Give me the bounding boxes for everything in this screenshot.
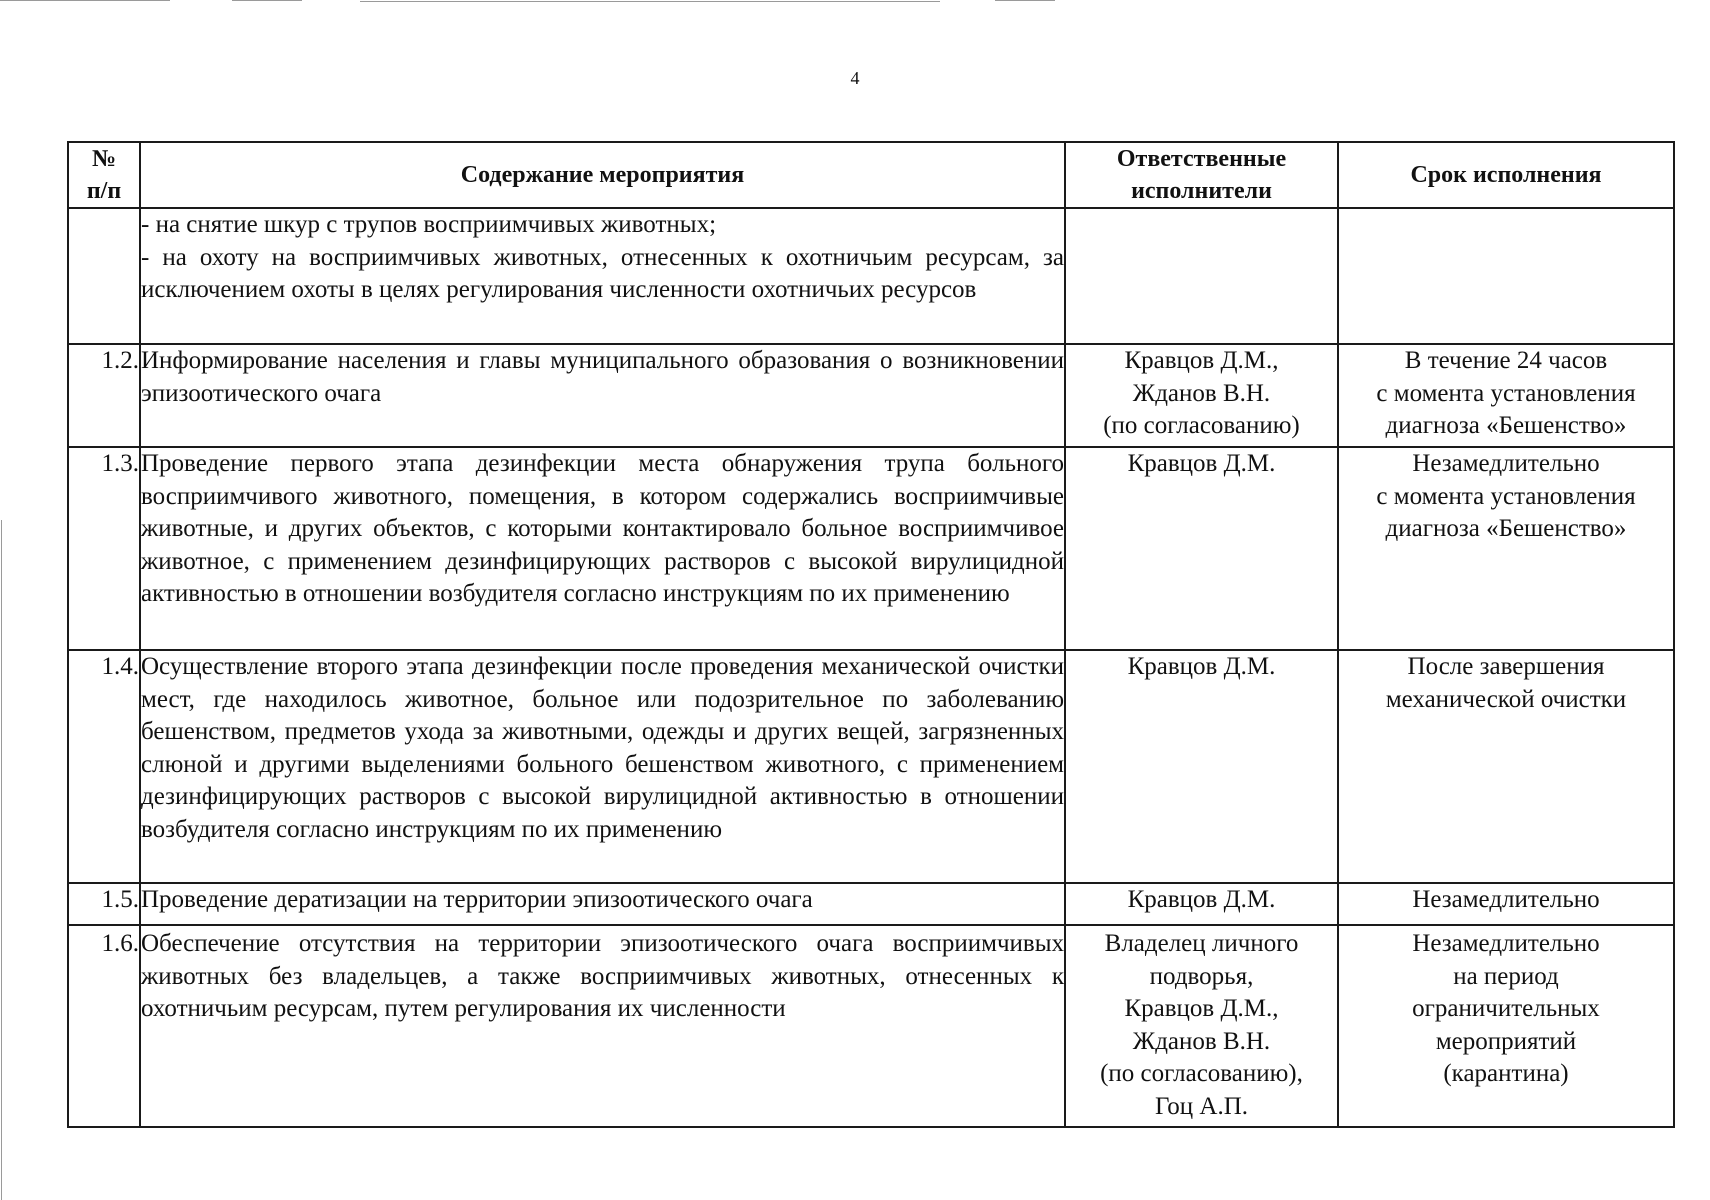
row-responsible [1065, 344, 1338, 447]
deadline-text: мероприятий [1435, 1027, 1577, 1055]
content-text: Проведение первого этапа дезинфекции места обнаружения трупа больного восприимчивого животного, помещения, в котором содержались восприимчивые животные, и других объектов, с которыми контактировало больное восприимчивое животное, с применением дезинфицирующих растворов с высокой вирулицидной активностью в отношении возбудителя согласно инструкциям по их применению [141, 450, 1064, 608]
row-responsible [1065, 447, 1338, 650]
row-content [140, 447, 1065, 650]
page-number: 4 [850, 68, 860, 88]
content-text: Осуществление второго этапа дезинфекции после проведения механической очистки мест, где находилось животное, больное или подозрительное по заболеванию бешенством, предметов ухода за животными, одежды и других вещей, загрязненных слюной и другими выделениями больного бешенством животного, с применением дезинфицирующих растворов с высокой вирулицидной активностью в отношении возбудителя согласно инструкциям по их применению [141, 653, 1064, 843]
row-content [140, 344, 1065, 447]
row-deadline [1338, 925, 1674, 1127]
row-responsible [1065, 650, 1338, 883]
deadline-text: на период [1453, 962, 1559, 990]
responsible-text: (по согласованию), [1100, 1060, 1303, 1088]
scan-edge-top-4 [995, 0, 1055, 1]
header-number: № п/п [68, 142, 140, 208]
responsible-text: Кравцов Д.М. [1127, 450, 1276, 477]
content-text: Обеспечение отсутствия на территории эпизоотического очага восприимчивых животных без владельцев, а также восприимчивых животных, отнесенных к охотничьим ресурсам, путем регулирования их численности [141, 930, 1064, 1023]
measures-table [67, 141, 1675, 1128]
deadline-text: После завершения [1407, 653, 1605, 680]
row-content [140, 208, 1065, 344]
deadline-text: ограничительных [1412, 995, 1600, 1023]
responsible-text: Владелец личного [1104, 930, 1299, 957]
header-content: Содержание мероприятия [140, 142, 1065, 208]
row-content [140, 925, 1065, 1127]
row-number: 1.5. [68, 883, 140, 925]
row-deadline [1338, 650, 1674, 883]
row-number: 1.6. [68, 925, 140, 1127]
row-deadline [1338, 344, 1674, 447]
row-content [140, 883, 1065, 925]
row-responsible [1065, 925, 1338, 1127]
table-row [68, 883, 1674, 925]
responsible-text: Кравцов Д.М., [1124, 995, 1279, 1023]
deadline-text: Незамедлительно [1412, 886, 1600, 913]
responsible-text: (по согласованию) [1103, 412, 1300, 440]
row-deadline [1338, 208, 1674, 344]
row-number: 1.3. [68, 447, 140, 650]
row-number: 1.4. [68, 650, 140, 883]
row-responsible [1065, 208, 1338, 344]
deadline-text: с момента установления [1376, 482, 1636, 510]
responsible-text: подворья, [1149, 962, 1254, 990]
deadline-text: Незамедлительно [1412, 930, 1600, 957]
table-row [68, 650, 1674, 883]
scan-edge-top-2 [232, 0, 302, 1]
deadline-text: диагноза «Бешенство» [1385, 515, 1627, 543]
header-deadline: Срок исполнения [1338, 142, 1674, 208]
deadline-text: механической очистки [1385, 685, 1627, 713]
table-row [68, 925, 1674, 1127]
deadline-text: Незамедлительно [1412, 450, 1600, 477]
deadline-text: диагноза «Бешенство» [1385, 412, 1627, 440]
content-text: Информирование населения и главы муниципального образования о возникновении эпизоотического очага [141, 347, 1064, 407]
content-text: - на снятие шкур с трупов восприимчивых животных; [141, 211, 717, 238]
row-number: 1.2. [68, 344, 140, 447]
row-number [68, 208, 140, 344]
row-deadline [1338, 447, 1674, 650]
deadline-text: с момента установления [1376, 379, 1636, 407]
content-text: - на охоту на восприимчивых животных, отнесенных к охотничьим ресурсам, за исключением охоты в целях регулирования численности охотничьих ресурсов [141, 243, 1064, 304]
table-header-row [68, 142, 1674, 208]
responsible-text: Жданов В.Н. [1132, 1027, 1271, 1055]
scan-edge-top-1 [0, 0, 170, 1]
table-row [68, 208, 1674, 344]
content-text: Проведение дератизации на территории эпизоотического очага [141, 886, 813, 913]
scan-edge-left [1, 520, 2, 1200]
responsible-text: Кравцов Д.М. [1127, 653, 1276, 680]
table-row [68, 447, 1674, 650]
deadline-text: (карантина) [1443, 1060, 1569, 1088]
responsible-text: Гоц А.П. [1155, 1092, 1248, 1120]
responsible-text: Кравцов Д.М. [1127, 886, 1276, 913]
row-responsible [1065, 883, 1338, 925]
deadline-text: В течение 24 часов [1404, 347, 1608, 374]
responsible-text: Жданов В.Н. [1132, 379, 1271, 407]
row-content [140, 650, 1065, 883]
row-deadline [1338, 883, 1674, 925]
scan-edge-top-3 [360, 1, 940, 2]
responsible-text: Кравцов Д.М., [1124, 347, 1279, 374]
table-row [68, 344, 1674, 447]
header-responsible: Ответственные исполнители [1065, 142, 1338, 208]
